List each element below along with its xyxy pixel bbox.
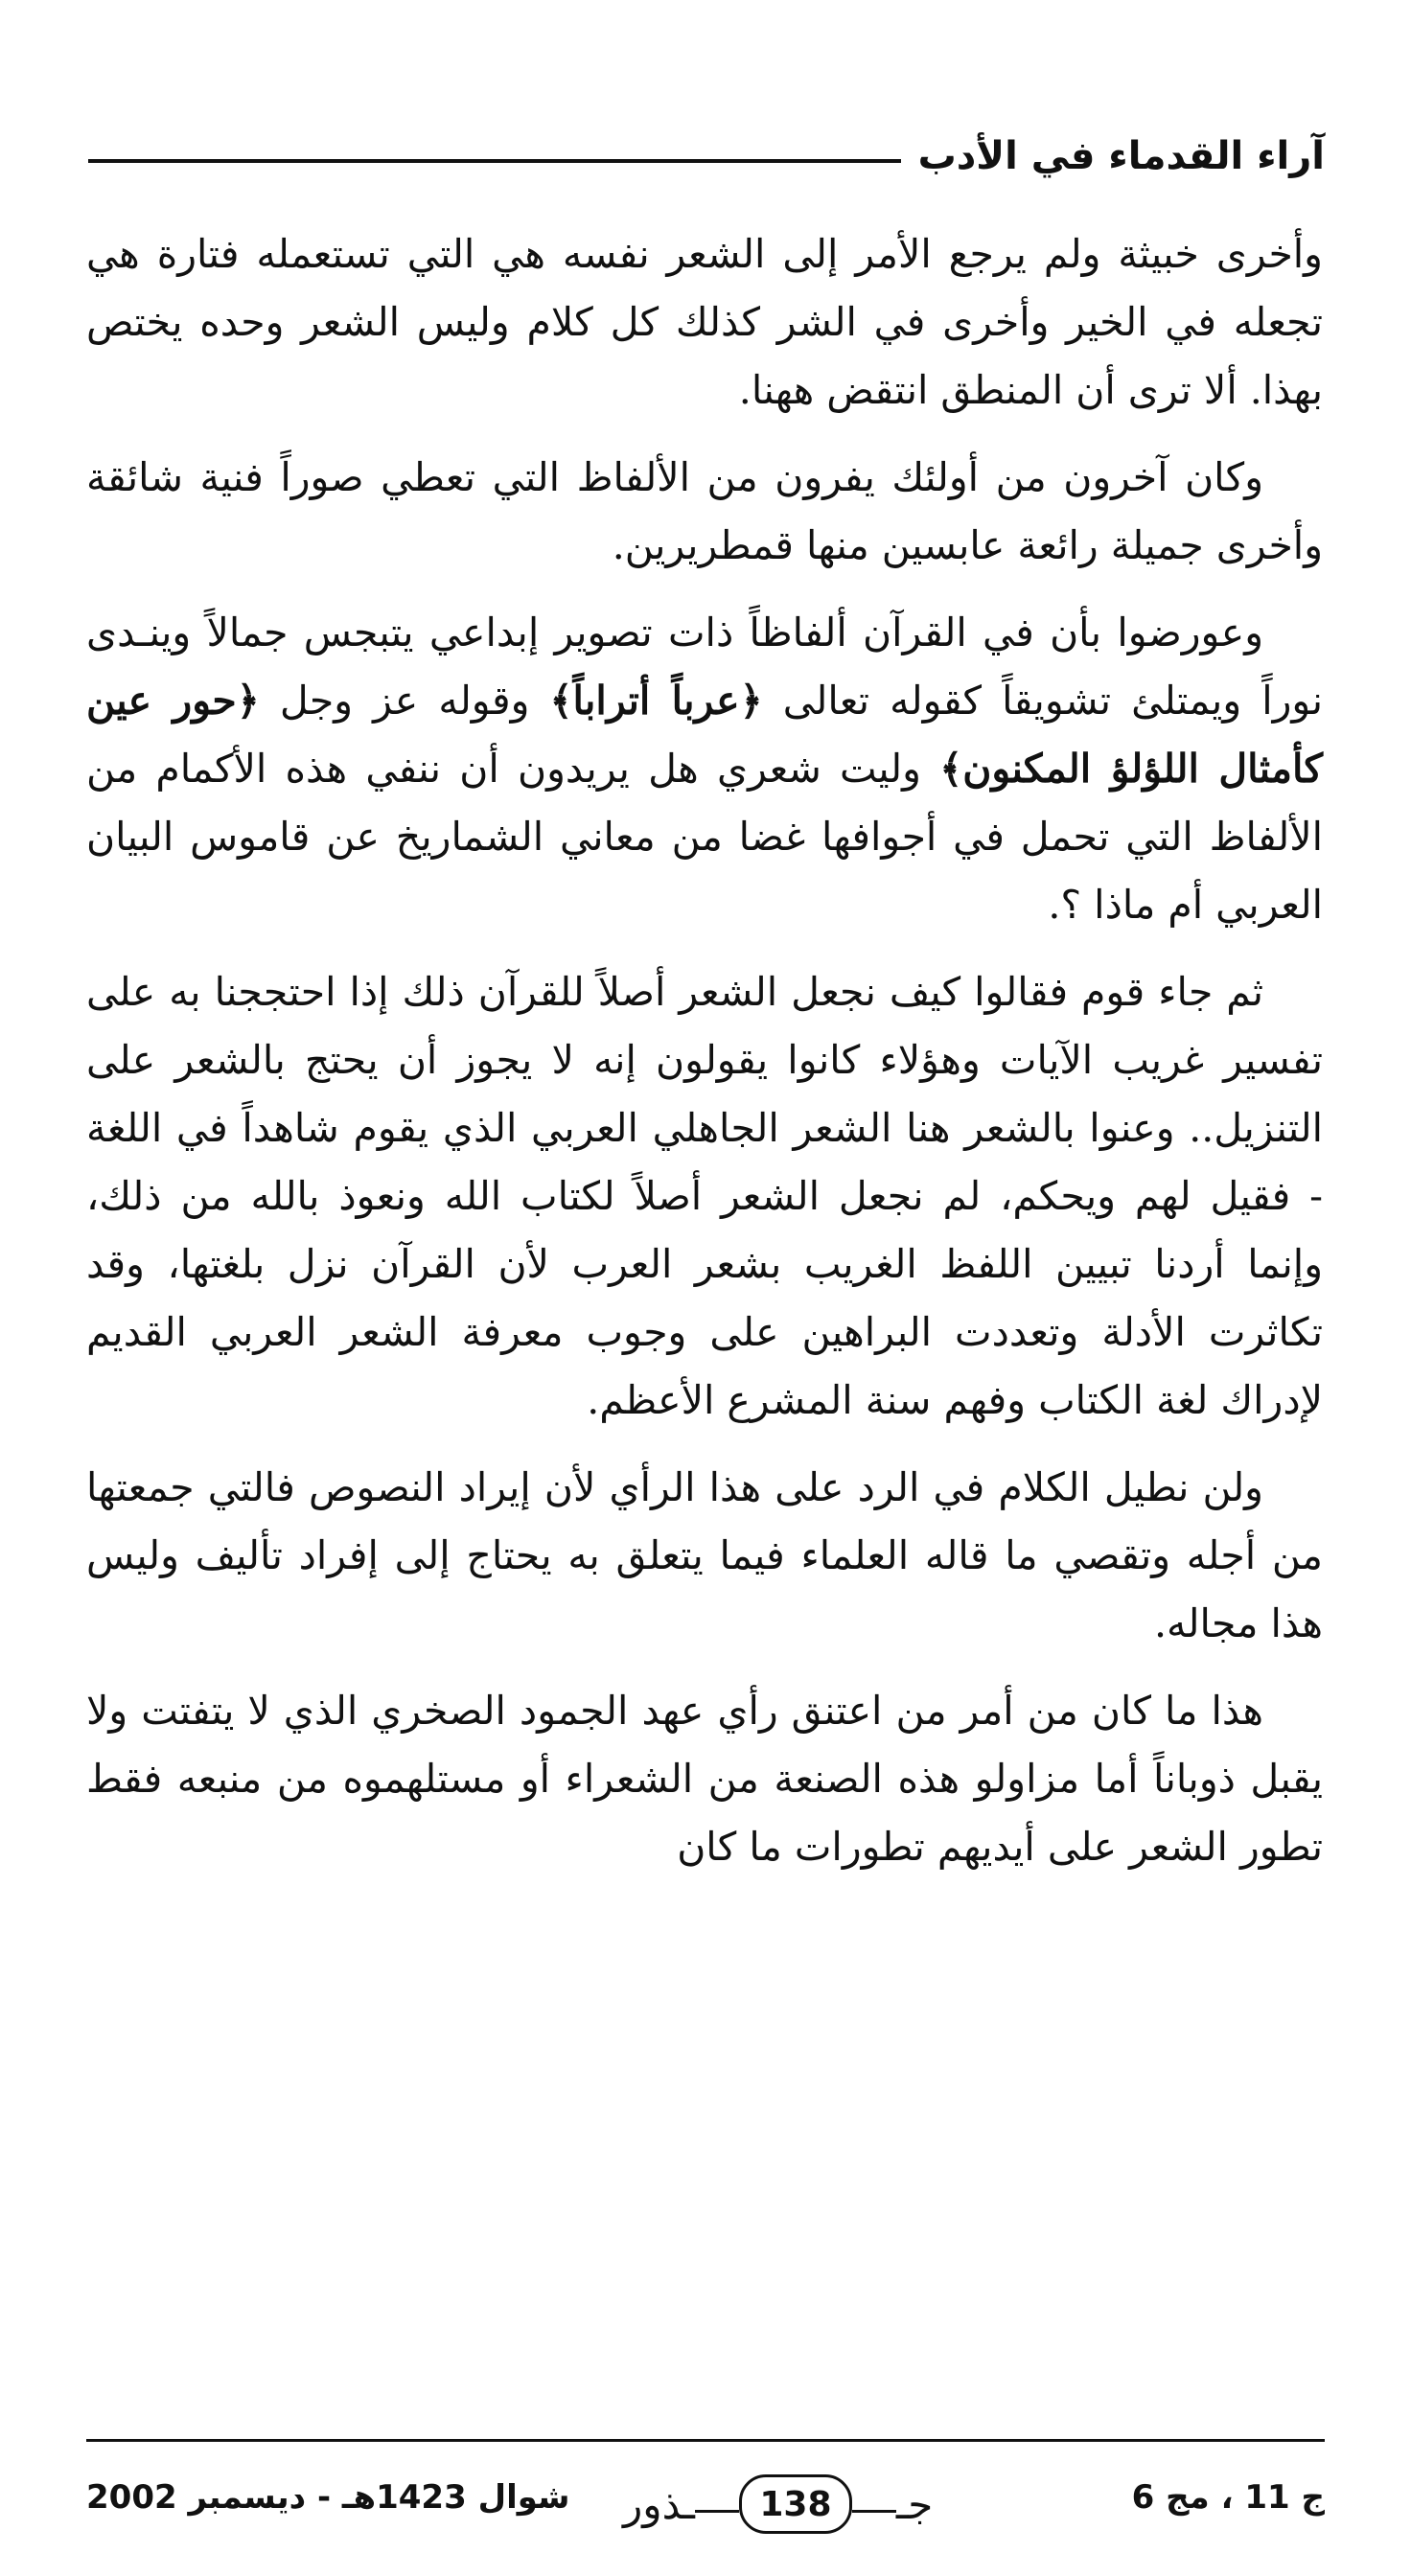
paragraph-3-text-2: وقوله عز وجل [259,678,550,724]
paragraph-3-text-3: وليت شعري هل يريدون أن ننفي هذه الأكمام من الألفاظ التي تحمل في أجوافها غضا من معاني الشماريخ عن قاموس البيان العربي أم ماذا ؟. [86,746,1323,928]
footer-magazine [623,2471,933,2538]
paragraph-1: وأخرى خبيثة ولم يرجع الأمر إلى الشعر نفسه هي التي تستعمله فتارة هي تجعله في الخير وأخرى في الشر كذلك كل كلام وليس الشعر وحده يختص بهذا. ألا ترى أن المنطق انتقض ههنا. [86,231,1323,413]
running-header [88,123,1325,190]
page-number: 138 [759,2484,832,2524]
footer-date: شوال 1423هـ - ديسمبر 2002 [86,2478,570,2517]
footer-rule [86,2439,1325,2442]
header-title: آراء القدماء في الأدب [917,134,1325,178]
paragraph-3 [86,599,1323,939]
quran-quote-1: ﴿عرباً أتراباً﴾ [549,678,763,724]
footer-line-left [695,2510,739,2513]
quran-quote-2: ﴿حور عين كأمثال اللؤلؤ المكنون﴾ [86,678,1323,792]
footer-magazine-left: ـذور [623,2480,695,2528]
page-number-oval [739,2474,852,2534]
paragraph-5: ولن نطيل الكلام في الرد على هذا الرأي لأن إيراد النصوص فالتي جمعتها من أجله وتقصي ما قاله العلماء فيما يتعلق به يحتاج إلى إفراد تأليف وليس هذا مجاله. [86,1464,1323,1646]
paragraph-6: هذا ما كان من أمر من اعتنق رأي عهد الجمود الصخري الذي لا يتفتت ولا يقبل ذوباناً أما مزاولو هذه الصنعة من الشعراء أو مستلهموه من منبعه فقط تطور الشعر على أيديهم تطورات ما كان [86,1688,1323,1870]
paragraph-2: وكان آخرون من أولئك يفرون من الألفاظ التي تعطي صوراً فنية شائقة وأخرى جميلة رائعة عابسين منها قمطريرين. [86,454,1323,568]
header-rule [88,159,901,163]
paragraph-4: ثم جاء قوم فقالوا كيف نجعل الشعر أصلاً للقرآن ذلك إذا احتججنا به على تفسير غريب الآيات وهؤلاء كانوا يقولون إنه لا يجوز أن يحتج بالشعر على التنزيل.. وعنوا بالشعر هنا الشعر الجاهلي العربي الذي يقوم شاهداً في اللغة - فقيل لهم ويحكم، لم نجعل الشعر أصلاً لكتاب الله ونعوذ بالله من ذلك، وإنما أردنا تبيين اللفظ الغريب بشعر العرب لأن القرآن نزل بلغتها، وقد تكاثرت الأدلة وتعددت البراهين على وجوب معرفة الشعر العربي القديم لإدراك لغة الكتاب وفهم سنة المشرع الأعظم. [86,969,1323,1423]
footer-line-right [852,2510,896,2513]
page-footer [86,2471,1325,2538]
paragraph-3-text-1: وعورضوا بأن في القرآن ألفاظاً ذات تصوير إبداعي يتبجس جمالاً وينـدى نوراً ويمتلئ تشويقاً كقوله تعالى [86,610,1324,724]
footer-magazine-right: جـ [895,2480,934,2528]
footer-issue: ج 11 ، مج 6 [1131,2478,1325,2517]
body-text [86,220,1323,1900]
